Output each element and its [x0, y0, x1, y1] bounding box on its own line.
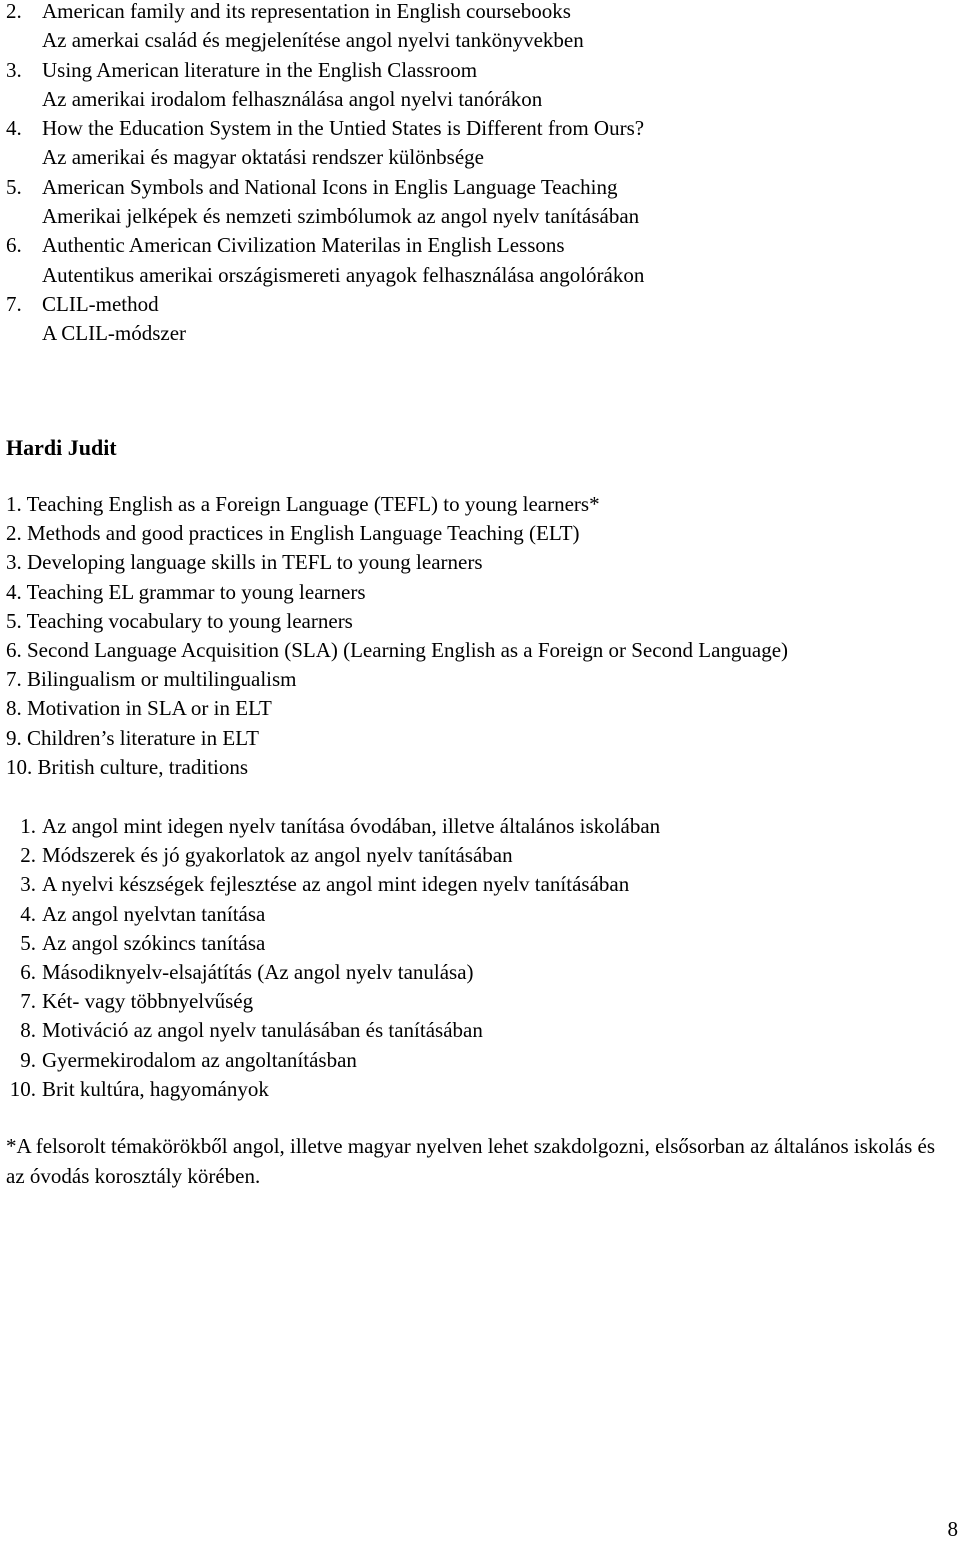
item-title-hu: Autentikus amerikai országismereti anyagok felhasználása angolórákon: [42, 262, 645, 287]
item-number: 7.: [6, 291, 22, 316]
list-item: [6, 56, 644, 115]
list-item: [6, 1046, 660, 1075]
list-item: [6, 0, 644, 56]
list-item: 6. Second Language Acquisition (SLA) (Learning English as a Foreign or Second Language): [6, 638, 789, 663]
item-text: Brit kultúra, hagyományok: [42, 1076, 269, 1101]
item-text: Gyermekirodalom az angoltanításban: [42, 1047, 357, 1072]
list-item: 8. Motivation in SLA or in ELT: [6, 696, 272, 721]
item-number: 6.: [20, 960, 36, 985]
english-topics-list: [6, 490, 788, 782]
item-number: 4.: [20, 901, 36, 926]
item-number: 2.: [6, 0, 22, 23]
item-title-hu: A CLIL-módszer: [42, 321, 187, 346]
item-title-hu: Amerikai jelképek és nemzeti szimbólumok az angol nyelv tanításában: [42, 204, 640, 229]
item-number: 6.: [6, 233, 22, 258]
item-text: Az angol nyelvtan tanítása: [42, 901, 266, 926]
item-title-en: Using American literature in the English Classroom: [42, 57, 478, 82]
list-item: [6, 1016, 660, 1045]
list-item: 5. Teaching vocabulary to young learners: [6, 608, 353, 633]
list-item: [6, 987, 660, 1016]
item-number: 7.: [20, 989, 36, 1014]
list-item: 1. Teaching English as a Foreign Language (TEFL) to young learners*: [6, 492, 600, 516]
item-title-hu: Az amerkai család és megjelenítése angol nyelvi tankönyvekben: [42, 28, 584, 53]
item-number: 2.: [20, 843, 36, 868]
item-number: 8.: [20, 1018, 36, 1043]
item-text: Motiváció az angol nyelv tanulásában és tanításában: [42, 1018, 483, 1043]
list-item: [6, 812, 660, 841]
list-item: 10. British culture, traditions: [6, 754, 249, 779]
list-item: 2. Methods and good practices in English Language Teaching (ELT): [6, 521, 580, 546]
item-number: 10.: [9, 1076, 36, 1101]
list-item: [6, 173, 644, 232]
footnote: *A felsorolt témakörökből angol, illetve magyar nyelven lehet szakdolgozni, elsősorban az általános iskolás és az óvodás korosztály körében.: [6, 1134, 935, 1188]
list-item: [6, 841, 660, 870]
list-item: [6, 870, 660, 899]
item-title-en: Authentic American Civilization Materilas in English Lessons: [42, 233, 565, 258]
american-topics-list: [6, 0, 644, 349]
list-item: [6, 900, 660, 929]
list-item: [6, 114, 644, 173]
item-number: 4.: [6, 116, 22, 141]
item-title-en: How the Education System in the Untied States is Different from Ours?: [42, 116, 645, 141]
item-number: 3.: [6, 57, 22, 82]
item-number: 5.: [20, 930, 36, 955]
list-item: 9. Children’s literature in ELT: [6, 725, 259, 750]
hungarian-topics-list: [6, 812, 660, 1104]
item-number: 9.: [20, 1047, 36, 1072]
item-text: Két- vagy többnyelvűség: [42, 989, 254, 1014]
list-item: [6, 929, 660, 958]
list-item: [6, 290, 644, 349]
item-number: 5.: [6, 174, 22, 199]
item-text: Másodiknyelv-elsajátítás (Az angol nyelv tanulása): [42, 960, 474, 985]
item-text: A nyelvi készségek fejlesztése az angol mint idegen nyelv tanításában: [42, 872, 630, 897]
item-text: Az angol mint idegen nyelv tanítása óvodában, illetve általános iskolában: [42, 814, 661, 838]
item-text: Az angol szókincs tanítása: [42, 930, 266, 955]
list-item: 4. Teaching EL grammar to young learners: [6, 579, 366, 604]
list-item: [6, 1075, 660, 1104]
list-item: 7. Bilingualism or multilingualism: [6, 667, 297, 692]
item-text: Módszerek és jó gyakorlatok az angol nyelv tanításában: [42, 843, 513, 868]
item-title-hu: Az amerikai és magyar oktatási rendszer különbsége: [42, 145, 484, 170]
list-item: [6, 958, 660, 987]
item-title-en: American family and its representation in English coursebooks: [42, 0, 571, 23]
item-title-en: American Symbols and National Icons in Englis Language Teaching: [42, 174, 618, 199]
item-title-en: CLIL-method: [42, 291, 159, 316]
item-number: 3.: [20, 872, 36, 897]
author-heading: Hardi Judit: [6, 435, 117, 460]
list-item: [6, 231, 644, 290]
list-item: 3. Developing language skills in TEFL to young learners: [6, 550, 483, 575]
page-number: 8: [947, 1517, 958, 1541]
item-number: 1.: [20, 814, 36, 838]
item-title-hu: Az amerikai irodalom felhasználása angol nyelvi tanórákon: [42, 86, 543, 111]
